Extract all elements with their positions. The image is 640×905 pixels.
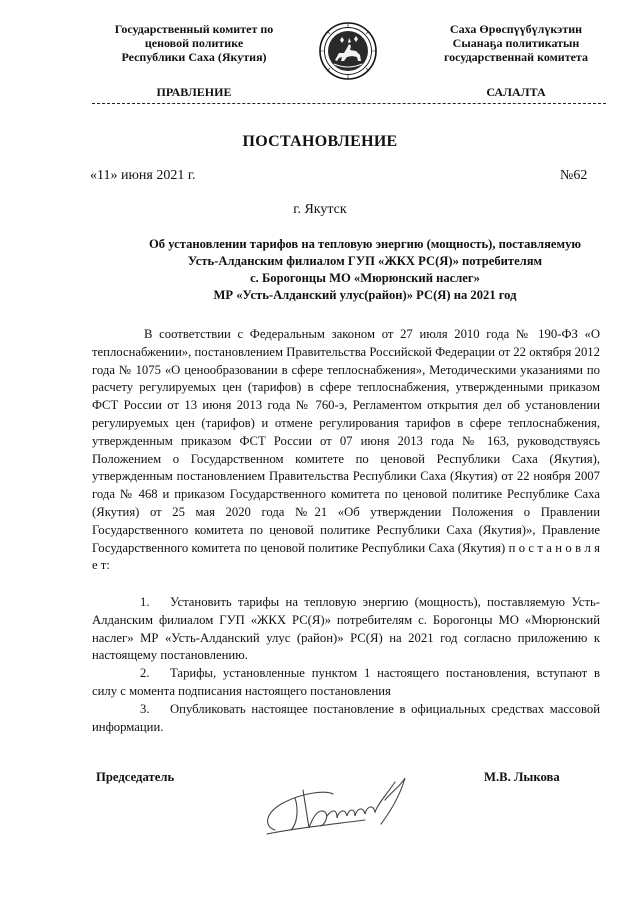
title-line: с. Борогонцы МО «Мюрюнский наслег» <box>250 271 480 285</box>
resolution-items <box>92 594 600 736</box>
resolution-item <box>92 665 600 701</box>
left-authority-line: Государственный комитет по <box>114 22 274 36</box>
left-authority-line: ценовой политике <box>144 36 244 50</box>
document-number: №62 <box>560 168 588 183</box>
republic-coat-of-arms-icon <box>318 20 378 82</box>
item-text: Тарифы, установленные пунктом 1 настоящего постановления, вступают в силу с момента подписания настоящего постановления <box>92 666 600 698</box>
preamble-paragraph: В соответствии с Федеральным законом от 27 июля 2010 года № 190-ФЗ «О теплоснабжении», постановлением Правительства Российской Федерации от 22 октября 2012 года № 1075 «О ценообразовании в сфере теплоснабжения», Методическими указаниями по расчету регулируемых цен (тарифов) в сфере теплоснабжения, утвержденными приказом ФСТ России от 13 июня 2013 года № 760-э, Регламентом открытия дел об установлении регулируемых цен (тарифов) и отмене регулирования тарифов в сфере теплоснабжения, утвержденным приказом ФСТ России от 07 июня 2013 года № 163, руководствуясь Положением о Государственном комитете по ценовой Республики Саха (Якутия), утвержденным постановлением Правительства Республики Саха (Якутия) от 22 ноября 2007 года № 468 и приказом Государственного комитета по ценовой политике Республике Саха (Якутия) от 25 мая 2020 года №21 «Об утверждении Положения о Правлении Государственного комитета по ценовой политике Республики Саха (Якутия)», Правление Государственного комитета по ценовой политике Республики Саха (Якутия) п о с т а н о в л я е т: <box>92 327 600 573</box>
document-title <box>130 236 600 304</box>
right-authority-line: Саха Өрөспүүбүлүкэтин <box>449 22 583 36</box>
left-authority-line: Республики Саха (Якутия) <box>121 50 267 64</box>
item-number: 1. <box>140 595 150 609</box>
resolution-item <box>92 594 600 665</box>
document-city: г. Якутск <box>293 202 347 217</box>
item-number: 3. <box>140 701 150 716</box>
document-date: «11» июня 2021 г. <box>90 168 196 183</box>
title-line: МР «Усть-Алданский улус(район)» РС(Я) на 2021 год <box>213 288 517 302</box>
title-line: Усть-Алданским филиалом ГУП «ЖКХ РС(Я)» потребителям <box>187 254 543 268</box>
title-line: Об установлении тарифов на тепловую энергию (мощность), поставляемую <box>148 237 582 251</box>
resolution-item <box>92 701 600 737</box>
right-authority-line: государственнай комитета <box>444 50 588 64</box>
signatory-name: М.В. Лыкова <box>484 770 560 784</box>
right-authority-name <box>412 22 620 64</box>
item-text: Опубликовать настоящее постановление в официальных средствах массовой информации. <box>92 701 600 734</box>
document-type-heading: ПОСТАНОВЛЕНИЕ <box>242 133 398 150</box>
handwritten-signature <box>255 768 420 843</box>
left-subhead: ПРАВЛЕНИЕ <box>156 85 232 99</box>
left-authority-name <box>88 22 300 64</box>
item-text: Установить тарифы на тепловую энергию (мощность), поставляемую Усть-Алданским филиалом ГУП «ЖКХ РС(Я)» потребителям с. Борогонцы МО «Мюрюнский наслег» МР «Усть-Алданский улус (район)» РС(Я) на 2021 год согласно приложению к настоящему постановлению. <box>92 595 600 663</box>
header-divider <box>92 103 606 104</box>
item-number: 2. <box>140 666 150 681</box>
preamble <box>92 326 600 575</box>
right-authority-line: Сыанаҕа политикатын <box>452 36 580 50</box>
right-subhead: САЛАЛТА <box>486 85 546 99</box>
signatory-title: Председатель <box>96 770 175 784</box>
